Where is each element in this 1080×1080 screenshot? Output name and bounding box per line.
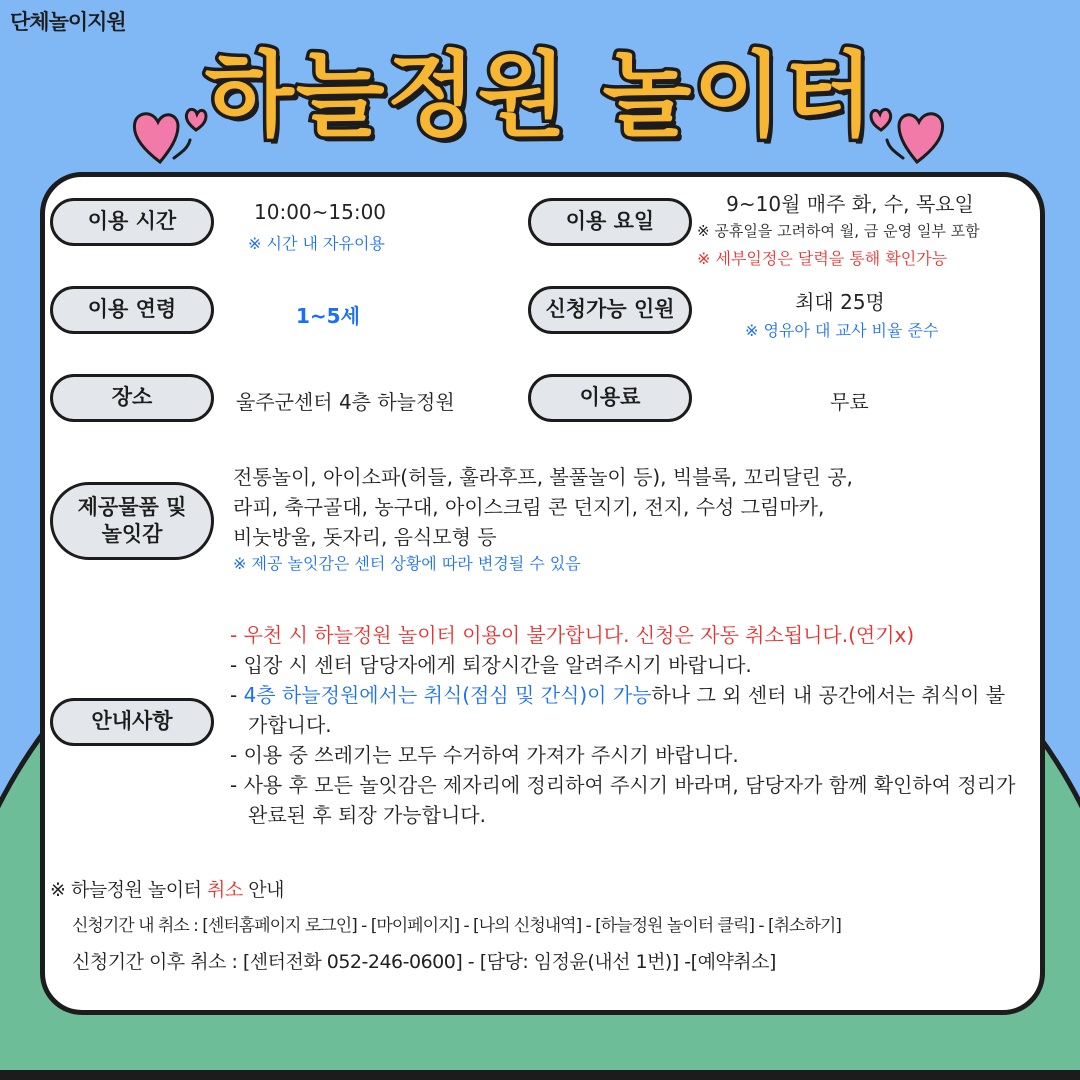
supplies-list — [233, 462, 853, 576]
supplies-line: 전통놀이, 아이소파(허들, 훌라후프, 볼풀놀이 등), 빅블록, 꼬리달린 공, — [233, 465, 853, 489]
days-note-red: ※ 세부일정은 달력을 통해 확인가능 — [697, 249, 948, 268]
days-note: ※ 공휴일을 고려하여 월, 금 운영 일부 포함 — [697, 222, 980, 240]
cancel-title-suffix: 안내 — [242, 879, 284, 901]
guide-item-rain: - 우천 시 하늘정원 놀이터 이용이 불가합니다. 신청은 자동 취소됩니다.(연기x) — [230, 623, 915, 647]
cancel-during-period: 신청기간 내 취소 : [센터홈페이지 로그인] - [마이페이지] - [나의 신청내역] - [하늘정원 놀이터 클릭] - [취소하기] — [72, 916, 841, 936]
fee-value: 무료 — [830, 390, 869, 414]
guide-list — [230, 620, 1020, 830]
guide-item-entry: - 입장 시 센터 담당자에게 퇴장시간을 알려주시기 바랍니다. — [230, 653, 752, 677]
days-value: 9~10월 매주 화, 수, 목요일 — [726, 192, 974, 216]
hours-note: ※ 시간 내 자유이용 — [248, 234, 385, 253]
cancel-after-period: 신청기간 이후 취소 : [센터전화 052-246-0600] - [담당: 임정윤(내선 1번)] -[예약취소] — [72, 951, 776, 973]
supplies-label-line2: 놀잇감 — [101, 522, 163, 546]
supplies-note: ※ 제공 놀잇감은 센터 상황에 따라 변경될 수 있음 — [233, 554, 581, 573]
cancel-title-prefix: ※ 하늘정원 놀이터 — [50, 879, 208, 901]
guide-item-food-rest: 하나 그 외 센터 내 공간에서는 취식이 불가합니다. — [248, 683, 1006, 737]
cancel-title — [50, 872, 841, 908]
cancel-title-highlight: 취소 — [207, 879, 243, 901]
title-banner — [0, 22, 1080, 152]
supplies-line: 비눗방울, 돗자리, 음식모형 등 — [233, 525, 497, 549]
place-value: 울주군센터 4층 하늘정원 — [236, 390, 455, 414]
guide-item-trash: - 이용 중 쓰레기는 모두 수거하여 가져가 주시기 바랍니다. — [230, 743, 739, 767]
hours-value: 10:00~15:00 — [254, 200, 387, 224]
guide-item-cleanup: - 사용 후 모든 놀잇감은 제자리에 정리하여 주시기 바라며, 담당자가 함께 확인하여 정리가 완료된 후 퇴장 가능합니다. — [230, 773, 1016, 827]
category-tag: 단체놀이지원 — [10, 10, 126, 34]
label-fee: 이용료 — [528, 374, 692, 422]
label-age: 이용 연령 — [50, 286, 214, 334]
label-supplies — [50, 482, 214, 560]
cancel-info — [50, 872, 841, 980]
age-value: 1~5세 — [296, 304, 360, 328]
label-place: 장소 — [50, 374, 214, 422]
label-capacity: 신청가능 인원 — [528, 286, 692, 334]
guide-item-food-highlight: 4층 하늘정원에서는 취식(점심 및 간식)이 가능 — [243, 683, 652, 707]
supplies-line: 라피, 축구골대, 농구대, 아이스크림 콘 던지기, 전지, 수성 그림마카, — [233, 495, 825, 519]
bottom-border — [0, 1070, 1080, 1080]
capacity-note: ※ 영유아 대 교사 비율 준수 — [745, 321, 939, 340]
label-hours: 이용 시간 — [50, 198, 214, 246]
guide-item-food — [230, 680, 1020, 740]
supplies-label-line1: 제공물품 및 — [77, 494, 187, 519]
label-guide: 안내사항 — [50, 698, 214, 746]
label-days: 이용 요일 — [528, 198, 692, 246]
capacity-value: 최대 25명 — [795, 290, 885, 314]
page-title: 하늘정원 놀이터 — [204, 42, 876, 149]
guide-item-food-prefix: - — [230, 683, 244, 707]
